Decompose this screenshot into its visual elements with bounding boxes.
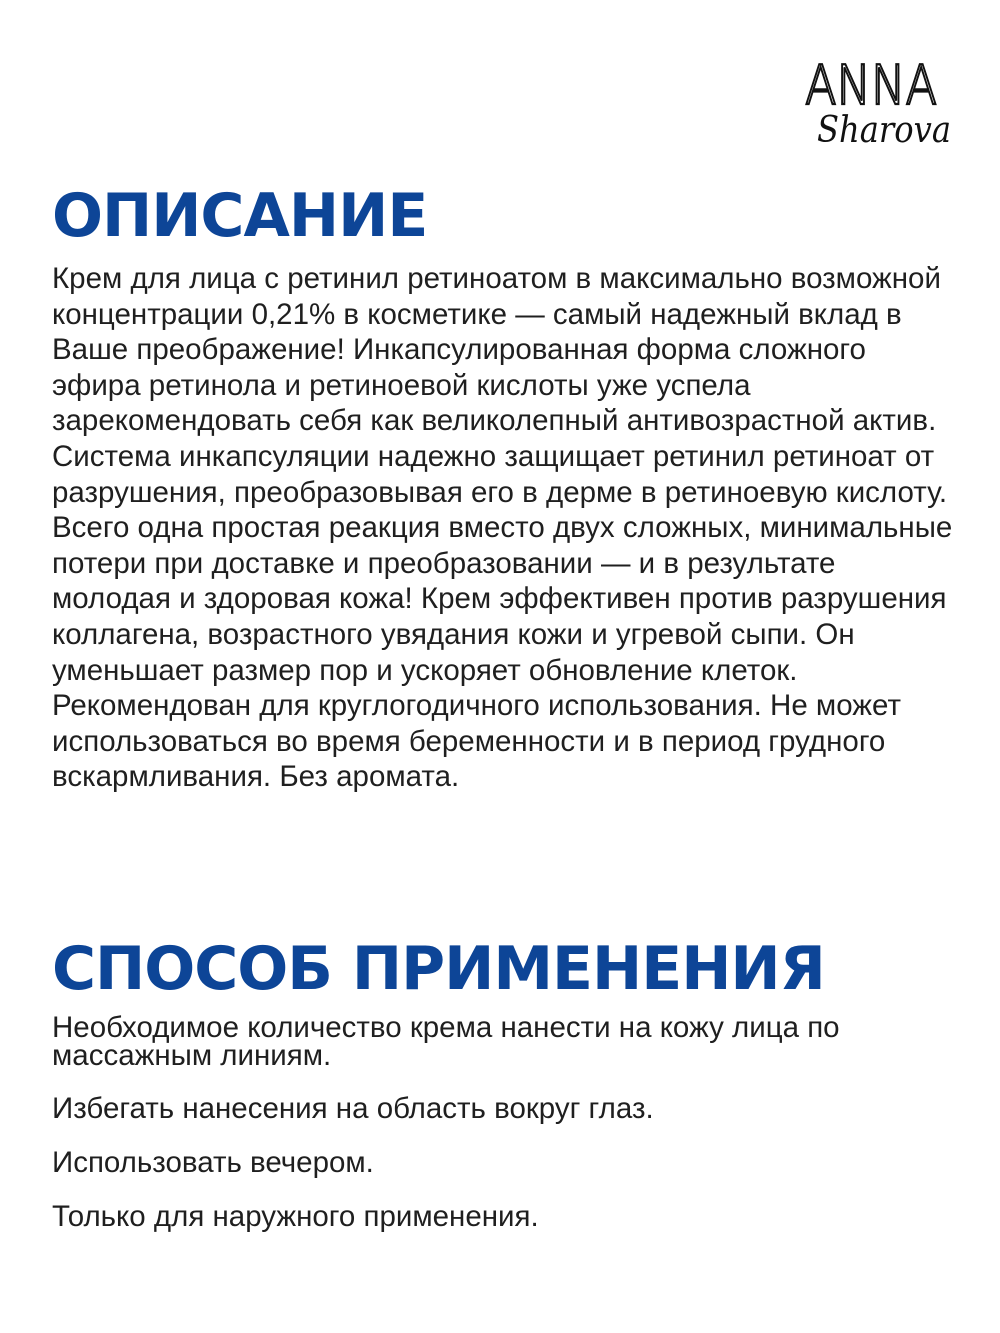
logo-text-anna: ANNA xyxy=(805,54,937,117)
usage-item-external-use: Только для наружного применения. xyxy=(52,1200,539,1233)
logo-text-sharova: Sharova xyxy=(817,110,951,151)
description-heading: ОПИСАНИЕ xyxy=(52,181,428,251)
usage-item-massage-lines: Необходимое количество крема нанести на кожу лица по массажным линиям. xyxy=(52,1011,840,1072)
description-text: Крем для лица с ретинил ретиноатом в максимально возможной концентрации 0,21% в косметике — самый надежный вклад в Ваше преображение! Инкапсулированная форма сложного эфира ретинола и ретиноевой кислоты уже успела зарекомендовать себя как великолепный антивозрастной актив. Система инкапсуляции надежно защищает ретинил ретиноат от разрушения, преобразовывая его в дерме в ретиноевую кислоту. Всего одна простая реакция вместо двух сложных, минимальные потери при доставке и преобразовании — и в результате молодая и здоровая кожа! Крем эффективен против разрушения коллагена, возрастного увядания кожи и угревой сыпи. Он уменьшает размер пор и ускоряет обновление клеток. Рекомендован для круглогодичного использования. Не может использоваться во время беременности и в период грудного вскармливания. Без аромата. xyxy=(52,262,953,794)
brand-logo-mark xyxy=(795,42,960,162)
usage-item-avoid-eyes: Избегать нанесения на область вокруг глаз. xyxy=(52,1092,654,1125)
usage-item-evening: Использовать вечером. xyxy=(52,1146,374,1179)
brand-logo xyxy=(795,42,960,162)
usage-heading: СПОСОБ ПРИМЕНЕНИЯ xyxy=(52,934,825,1004)
